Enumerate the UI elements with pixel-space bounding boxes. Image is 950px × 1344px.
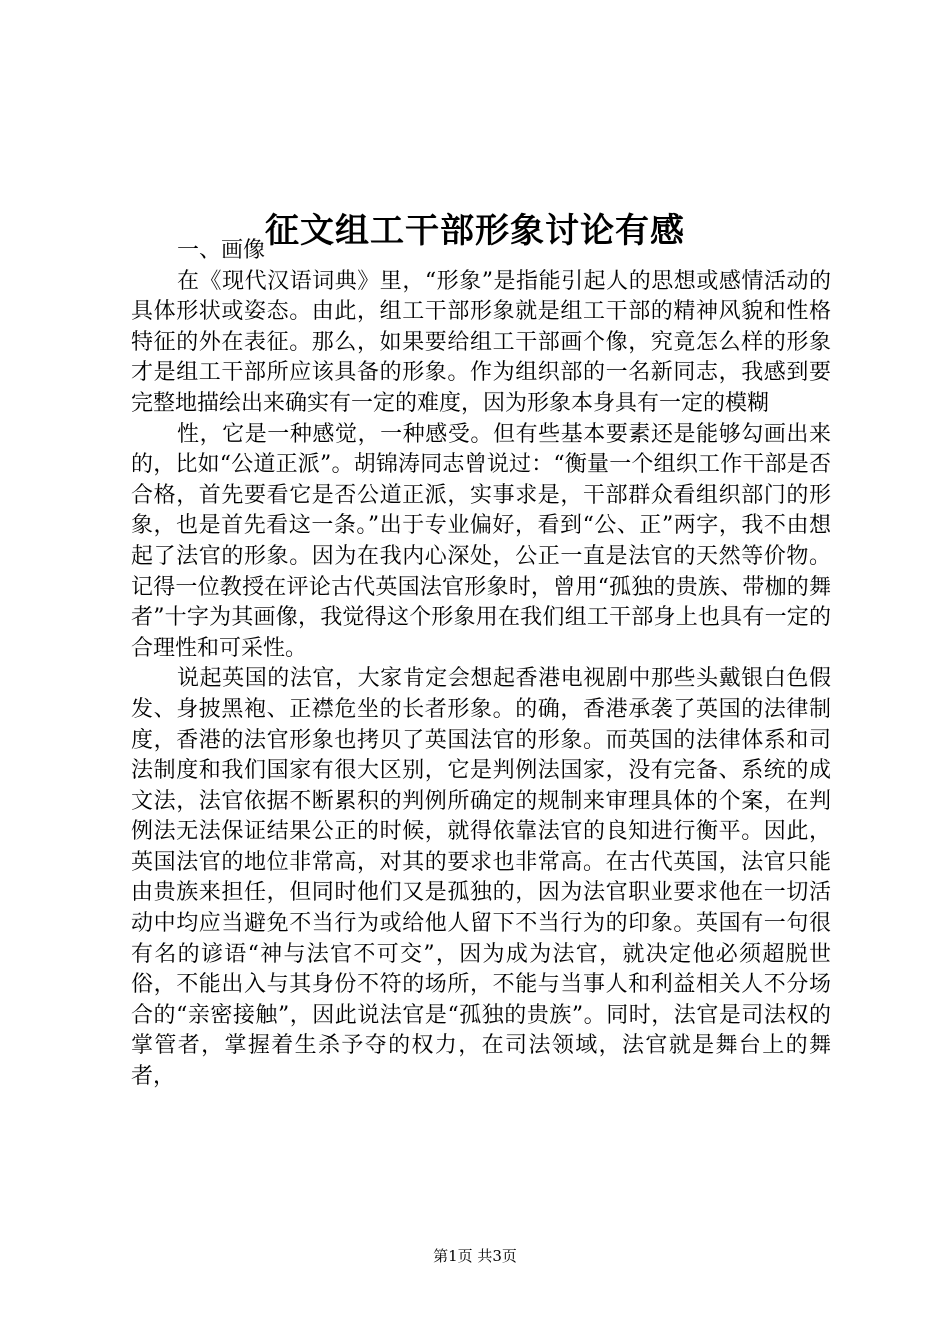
page-footer: 第1页 共3页 <box>433 1247 517 1265</box>
document-body <box>131 236 831 1093</box>
document-title: 征文组工干部形象讨论有感 <box>265 210 685 251</box>
paragraph-2: 性，它是一种感觉，一种感受。但有些基本要素还是能够勾画出来的，比如“公道正派”。胡锦涛同志曾说过：“衡量一个组织工作干部是否合格，首先要看它是否公道正派，实事求是，干部群众看组织部门的形象，也是首先看这一条。”出于专业偏好，看到“公、正”两字，我不由想起了法官的形象。因为在我内心深处，公正一直是法官的天然等价物。记得一位教授在评论古代英国法官形象时，曾用“孤独的贵族、带枷的舞者”十字为其画像，我觉得这个形象用在我们组工干部身上也具有一定的合理性和可采性。 <box>131 421 831 661</box>
section-heading: 一、画像 <box>177 238 266 263</box>
paragraph-1: 在《现代汉语词典》里，“形象”是指能引起人的思想或感情活动的具体形状或姿态。由此，组工干部形象就是组工干部的精神风貌和性格特征的外在表征。那么，如果要给组工干部画个像，究竟怎么样的形象才是组工干部所应该具备的形象。作为组织部的一名新同志，我感到要完整地描绘出来确实有一定的难度，因为形象本身具有一定的模糊 <box>131 268 831 416</box>
paragraph-3: 说起英国的法官，大家肯定会想起香港电视剧中那些头戴银白色假发、身披黑袍、正襟危坐的长者形象。的确，香港承袭了英国的法律制度，香港的法官形象也拷贝了英国法官的形象。而英国的法律体系和司法制度和我们国家有很大区别，它是判例法国家，没有完备、系统的成文法，法官依据不断累积的判例所确定的规制来审理具体的个案，在判例法无法保证结果公正的时候，就得依靠法官的良知进行衡平。因此，英国法官的地位非常高，对其的要求也非常高。在古代英国，法官只能由贵族来担任，但同时他们又是孤独的，因为法官职业要求他在一切活动中均应当避免不当行为或给他人留下不当行为的印象。英国有一句很有名的谚语“神与法官不可交”，因为成为法官，就决定他必须超脱世俗，不能出入与其身份不符的场所，不能与当事人和利益相关人不分场合的“亲密接触”，因此说法官是“孤独的贵族”。同时，法官是司法权的掌管者，掌握着生杀予夺的权力，在司法领域，法官就是舞台上的舞者， <box>131 666 831 1090</box>
